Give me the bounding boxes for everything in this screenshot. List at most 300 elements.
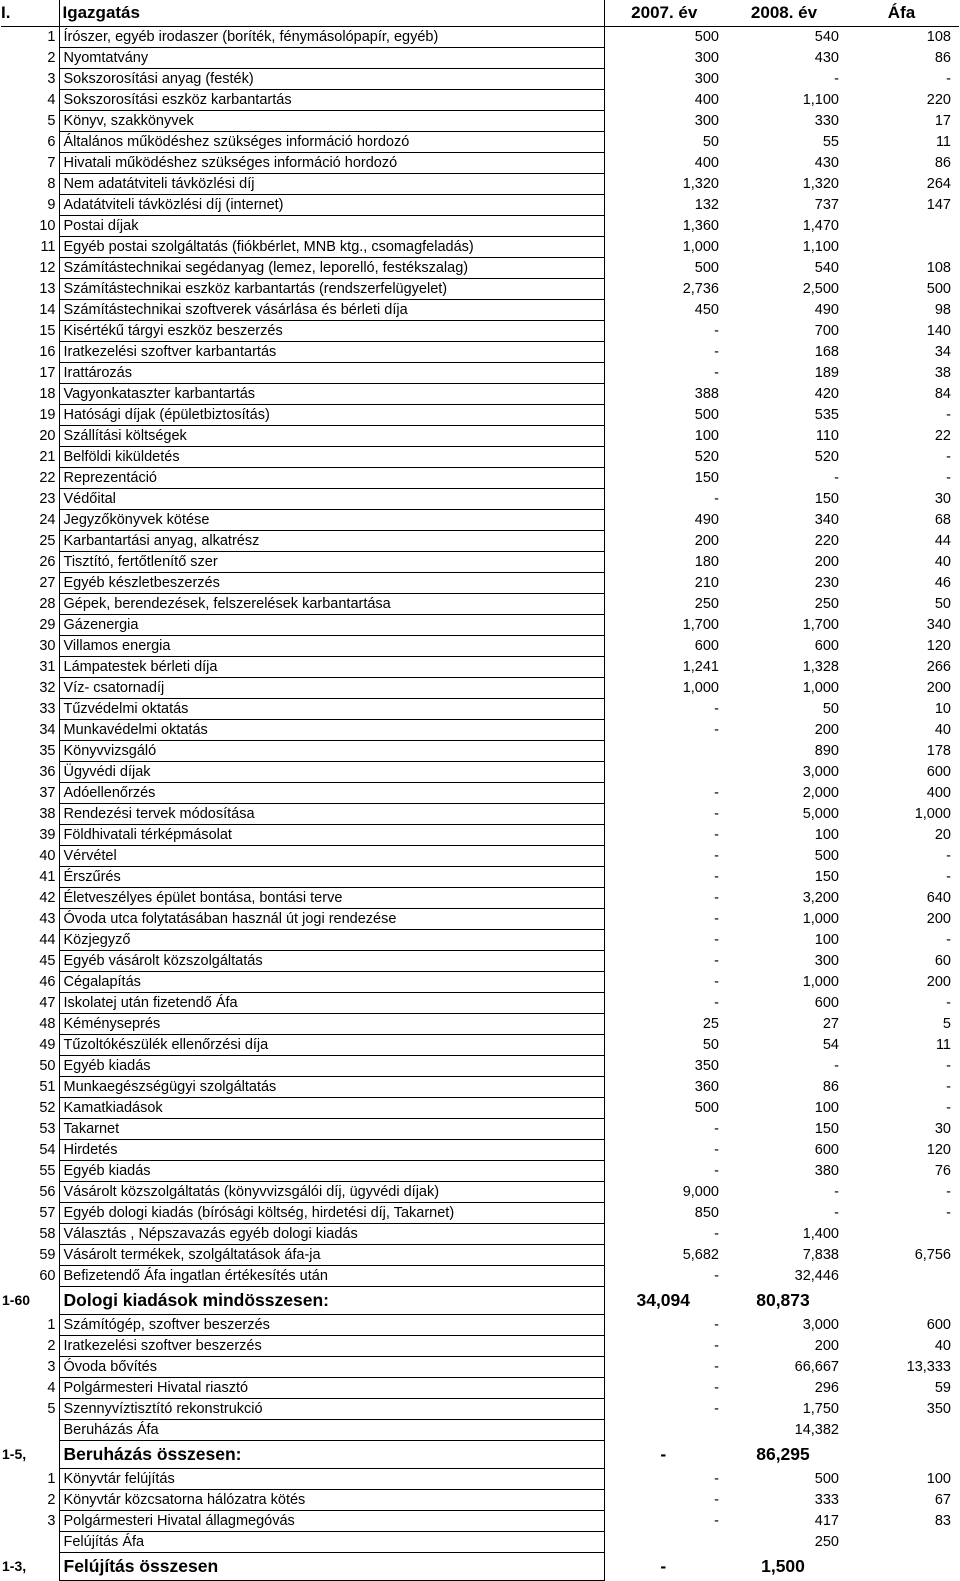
- item-name: Könyvtár felújítás: [59, 1469, 604, 1490]
- item-name: Hirdetés: [59, 1140, 604, 1161]
- row-number: 44: [39, 931, 56, 948]
- item-name: Beruházás összesen:: [59, 1441, 604, 1469]
- row-number: 1: [47, 28, 56, 45]
- value-2007: -: [714, 343, 719, 360]
- value-vat: 40: [934, 553, 951, 570]
- value-2008: 430: [814, 154, 839, 171]
- value-vat: -: [946, 931, 951, 948]
- value-2008: 200: [814, 721, 839, 738]
- value-vat: 30: [934, 1120, 951, 1137]
- value-vat: 100: [926, 1470, 951, 1487]
- value-2007: 2,736: [682, 280, 719, 297]
- row-number: 2: [47, 1491, 56, 1508]
- value-2008: 3,000: [802, 763, 839, 780]
- row-number: 36: [39, 763, 56, 780]
- total-row-felujitas: [1, 1553, 959, 1581]
- value-2007: -: [714, 1225, 719, 1242]
- item-name: Karbantartási anyag, alkatrész: [59, 531, 604, 552]
- item-name: Tűzvédelmi oktatás: [59, 699, 604, 720]
- item-name: Hatósági díjak (épületbiztosítás): [59, 405, 604, 426]
- item-name: Választás , Népszavazás egyéb dologi kiadás: [59, 1224, 604, 1245]
- row-number: 41: [39, 868, 56, 885]
- item-name: Nem adatátviteli távközlési díj: [59, 174, 604, 195]
- row-number: 4: [47, 1379, 56, 1396]
- value-2008: 430: [814, 49, 839, 66]
- row-number: 33: [39, 700, 56, 717]
- row-number: 10: [39, 217, 56, 234]
- row-number: 5: [47, 112, 56, 129]
- value-2008: 1,400: [802, 1225, 839, 1242]
- value-2007: -: [714, 1358, 719, 1375]
- row-number: 57: [39, 1204, 56, 1221]
- value-vat: 120: [926, 637, 951, 654]
- item-name: Gépek, berendezések, felszerelések karbantartása: [59, 594, 604, 615]
- row-number: 49: [39, 1036, 56, 1053]
- value-vat: -: [946, 1057, 951, 1074]
- table-row: [1, 153, 959, 174]
- table-row: [1, 1014, 959, 1035]
- value-2007: 5,682: [682, 1246, 719, 1263]
- value-2007: -: [714, 1491, 719, 1508]
- value-2007: 1,241: [682, 658, 719, 675]
- value-vat: 120: [926, 1141, 951, 1158]
- table-row: [1, 1266, 959, 1287]
- value-vat: -: [946, 70, 951, 87]
- row-number: 16: [39, 343, 56, 360]
- section-title: Igazgatás: [59, 0, 604, 27]
- item-name: Víz- csatornadíj: [59, 678, 604, 699]
- row-number: 32: [39, 679, 56, 696]
- value-2008: 540: [814, 259, 839, 276]
- value-vat: [844, 1553, 959, 1581]
- value-vat: 44: [934, 532, 951, 549]
- value-2007: -: [714, 1162, 719, 1179]
- value-2008: 2,000: [802, 784, 839, 801]
- row-number: [1, 1532, 59, 1553]
- table-row: [1, 363, 959, 384]
- value-2008: 100: [814, 1099, 839, 1116]
- item-name: Befizetendő Áfa ingatlan értékesítés után: [59, 1266, 604, 1287]
- table-row: [1, 258, 959, 279]
- row-number: 1: [47, 1316, 56, 1333]
- item-name: Egyéb kiadás: [59, 1161, 604, 1182]
- value-2007: -: [714, 1267, 719, 1284]
- row-number: 56: [39, 1183, 56, 1200]
- item-name: Polgármesteri Hivatal riasztó: [59, 1378, 604, 1399]
- item-name: Óvoda bővítés: [59, 1357, 604, 1378]
- row-number: 46: [39, 973, 56, 990]
- row-number: 1-3,: [2, 1558, 27, 1574]
- value-vat: 11: [935, 1036, 951, 1053]
- value-2008: 150: [814, 1120, 839, 1137]
- value-2008: 200: [814, 1337, 839, 1354]
- value-2007: -: [714, 784, 719, 801]
- item-name: Tűzoltókészülék ellenőrzési díja: [59, 1035, 604, 1056]
- value-2008: 1,000: [802, 973, 839, 990]
- value-vat: 200: [926, 910, 951, 927]
- table-row: [1, 384, 959, 405]
- value-2008: 700: [814, 322, 839, 339]
- table-row: [1, 1077, 959, 1098]
- item-name: Sokszorosítási eszköz karbantartás: [59, 90, 604, 111]
- row-number: 48: [39, 1015, 56, 1032]
- value-2008: -: [834, 469, 839, 486]
- item-name: Kisértékű tárgyi eszköz beszerzés: [59, 321, 604, 342]
- table-row: [1, 804, 959, 825]
- value-vat: -: [946, 847, 951, 864]
- value-2008: 1,100: [802, 91, 839, 108]
- item-name: Adóellenőrzés: [59, 783, 604, 804]
- value-2007: -: [714, 994, 719, 1011]
- table-row: [1, 1098, 959, 1119]
- table-row: [1, 489, 959, 510]
- row-number: 13: [39, 280, 56, 297]
- value-vat: -: [946, 868, 951, 885]
- item-name: Egyéb dologi kiadás (bírósági költség, hirdetési díj, Takarnet): [59, 1203, 604, 1224]
- table-row: [1, 531, 959, 552]
- value-vat: 147: [926, 196, 951, 213]
- row-number: 17: [39, 364, 56, 381]
- value-2007: -: [714, 847, 719, 864]
- value-vat: -: [946, 1183, 951, 1200]
- item-name: Könyvtár közcsatorna hálózatra kötés: [59, 1490, 604, 1511]
- value-vat: 20: [934, 826, 951, 843]
- value-2007: [604, 1532, 724, 1553]
- row-number: 7: [47, 154, 56, 171]
- value-2008: 1,470: [802, 217, 839, 234]
- table-row: [1, 90, 959, 111]
- value-2007: 388: [694, 385, 719, 402]
- value-vat: 30: [934, 490, 951, 507]
- item-name: Általános működéshez szükséges információ hordozó: [59, 132, 604, 153]
- value-vat: 86: [934, 154, 951, 171]
- value-2008: -: [834, 1204, 839, 1221]
- item-name: Felújítás Áfa: [59, 1532, 604, 1553]
- table-row: [1, 237, 959, 258]
- row-number: 55: [39, 1162, 56, 1179]
- row-number: 3: [47, 1358, 56, 1375]
- value-vat: -: [946, 1078, 951, 1095]
- value-2007: 300: [694, 49, 719, 66]
- value-2008: 250: [814, 595, 839, 612]
- item-name: Számítástechnikai szoftverek vásárlása és bérleti díja: [59, 300, 604, 321]
- value-vat: 67: [934, 1491, 951, 1508]
- row-number: 53: [39, 1120, 56, 1137]
- table-row: [1, 1378, 959, 1399]
- value-2007: 210: [694, 574, 719, 591]
- table-row: [1, 1245, 959, 1266]
- item-name: Számítástechnikai segédanyag (lemez, leporelló, festékszalag): [59, 258, 604, 279]
- value-vat: -: [946, 1099, 951, 1116]
- section-number: I.: [1, 0, 59, 27]
- item-name: Vásárolt közszolgáltatás (könyvvizsgálói díj, ügyvédi díjak): [59, 1182, 604, 1203]
- value-2008: 5,000: [802, 805, 839, 822]
- item-name: Szennyvíztisztító rekonstrukció: [59, 1399, 604, 1420]
- value-2008: 250: [814, 1533, 839, 1550]
- table-row: [1, 699, 959, 720]
- item-name: Iratkezelési szoftver beszerzés: [59, 1336, 604, 1357]
- value-2007: -: [714, 721, 719, 738]
- row-number: 50: [39, 1057, 56, 1074]
- item-name: Belföldi kiküldetés: [59, 447, 604, 468]
- item-name: Villamos energia: [59, 636, 604, 657]
- value-2008: 168: [814, 343, 839, 360]
- value-2007: 600: [694, 637, 719, 654]
- row-number: 8: [47, 175, 56, 192]
- value-vat: 22: [934, 427, 951, 444]
- item-name: Jegyzőkönyvek kötése: [59, 510, 604, 531]
- row-number: 24: [39, 511, 56, 528]
- table-row: [1, 468, 959, 489]
- value-vat: 640: [926, 889, 951, 906]
- table-row: [1, 1315, 959, 1336]
- item-name: Érszűrés: [59, 867, 604, 888]
- value-vat: 76: [934, 1162, 951, 1179]
- value-2007: -: [714, 322, 719, 339]
- value-2008: 600: [814, 994, 839, 1011]
- value-vat: 220: [926, 91, 951, 108]
- value-vat: [844, 1441, 959, 1469]
- value-2007: 1,000: [682, 238, 719, 255]
- item-name: Sokszorosítási anyag (festék): [59, 69, 604, 90]
- value-2008: 200: [814, 553, 839, 570]
- item-name: Tisztító, fertőtlenítő szer: [59, 552, 604, 573]
- value-2008: 1,000: [802, 910, 839, 927]
- value-2008: 380: [814, 1162, 839, 1179]
- item-name: Földhivatali térképmásolat: [59, 825, 604, 846]
- table-row: [1, 846, 959, 867]
- value-vat: [844, 1287, 959, 1315]
- value-2008: -: [834, 1183, 839, 1200]
- value-2007: 400: [694, 91, 719, 108]
- item-name: Polgármesteri Hivatal állagmegóvás: [59, 1511, 604, 1532]
- value-2008: 86: [822, 1078, 839, 1095]
- item-name: Ügyvédi díjak: [59, 762, 604, 783]
- value-2007: 400: [694, 154, 719, 171]
- item-name: Irattározás: [59, 363, 604, 384]
- table-row: [1, 447, 959, 468]
- value-vat: 34: [934, 343, 951, 360]
- row-number: 19: [39, 406, 56, 423]
- value-vat: [844, 1224, 959, 1245]
- row-number: 6: [47, 133, 56, 150]
- item-name: Kamatkiadások: [59, 1098, 604, 1119]
- value-vat: 46: [934, 574, 951, 591]
- value-vat: 6,756: [914, 1246, 951, 1263]
- value-2007: -: [714, 805, 719, 822]
- budget-table: [1, 0, 959, 1581]
- value-vat: -: [946, 994, 951, 1011]
- value-vat: [844, 237, 959, 258]
- value-2007: -: [714, 973, 719, 990]
- item-name: Iratkezelési szoftver karbantartás: [59, 342, 604, 363]
- value-vat: 10: [934, 700, 951, 717]
- value-vat: 86: [934, 49, 951, 66]
- value-2008: 66,667: [794, 1358, 839, 1375]
- value-2007: 1,320: [682, 175, 719, 192]
- value-2007: 50: [702, 133, 719, 150]
- value-2007: 500: [694, 406, 719, 423]
- table-row: [1, 741, 959, 762]
- value-2008: 330: [814, 112, 839, 129]
- table-row: [1, 867, 959, 888]
- value-vat: 13,333: [906, 1358, 951, 1375]
- row-number: 28: [39, 595, 56, 612]
- table-row: [1, 1532, 959, 1553]
- value-2008: 500: [814, 1470, 839, 1487]
- value-2008: 189: [814, 364, 839, 381]
- value-2008: 600: [814, 1141, 839, 1158]
- item-name: Vásárolt termékek, szolgáltatások áfa-ja: [59, 1245, 604, 1266]
- item-name: Kéményseprés: [59, 1014, 604, 1035]
- item-name: Takarnet: [59, 1119, 604, 1140]
- value-2008: 220: [814, 532, 839, 549]
- table-row: [1, 132, 959, 153]
- item-name: Óvoda utca folytatásában használ út jogi rendezése: [59, 909, 604, 930]
- value-2008: 500: [814, 847, 839, 864]
- table-row: [1, 657, 959, 678]
- value-vat: 140: [926, 322, 951, 339]
- value-vat: 200: [926, 973, 951, 990]
- value-2007: -: [714, 868, 719, 885]
- table-row: [1, 111, 959, 132]
- table-row: [1, 1224, 959, 1245]
- value-2007: -: [660, 1556, 667, 1576]
- value-vat: 108: [926, 28, 951, 45]
- item-name: Egyéb készletbeszerzés: [59, 573, 604, 594]
- column-header-2007: 2007. év: [604, 0, 724, 27]
- value-2008: 1,328: [802, 658, 839, 675]
- row-number: 15: [39, 322, 56, 339]
- value-vat: -: [946, 469, 951, 486]
- value-2007: 850: [694, 1204, 719, 1221]
- row-number: 37: [39, 784, 56, 801]
- table-row: [1, 1469, 959, 1490]
- table-row: [1, 426, 959, 447]
- table-row: [1, 909, 959, 930]
- item-name: Nyomtatvány: [59, 48, 604, 69]
- value-2007: 350: [694, 1057, 719, 1074]
- value-2007: 34,094: [636, 1290, 691, 1310]
- row-number: 59: [39, 1246, 56, 1263]
- table-row: [1, 1511, 959, 1532]
- value-2008: 340: [814, 511, 839, 528]
- table-row: [1, 636, 959, 657]
- item-name: Lámpatestek bérleti díja: [59, 657, 604, 678]
- table-row: [1, 678, 959, 699]
- value-vat: 59: [934, 1379, 951, 1396]
- value-2007: -: [714, 952, 719, 969]
- table-row: [1, 552, 959, 573]
- row-number: 35: [39, 742, 56, 759]
- column-header-vat: Áfa: [844, 0, 959, 27]
- row-number: 1: [47, 1470, 56, 1487]
- value-2008: 230: [814, 574, 839, 591]
- table-row: [1, 174, 959, 195]
- item-name: Dologi kiadások mindösszesen:: [59, 1287, 604, 1315]
- item-name: Számítástechnikai eszköz karbantartás (rendszerfelügyelet): [59, 279, 604, 300]
- item-name: Egyéb kiadás: [59, 1056, 604, 1077]
- item-name: Munkaegészségügyi szolgáltatás: [59, 1077, 604, 1098]
- value-vat: 17: [934, 112, 951, 129]
- value-vat: 500: [926, 280, 951, 297]
- value-2008: 50: [822, 700, 839, 717]
- value-2007: 1,700: [682, 616, 719, 633]
- table-row: [1, 720, 959, 741]
- value-2008: 100: [814, 931, 839, 948]
- row-number: 39: [39, 826, 56, 843]
- header-row: [1, 0, 959, 27]
- table-row: [1, 48, 959, 69]
- value-2007: -: [714, 910, 719, 927]
- value-vat: 40: [934, 1337, 951, 1354]
- value-2007: 200: [694, 532, 719, 549]
- row-number: 29: [39, 616, 56, 633]
- table-row: [1, 195, 959, 216]
- table-row: [1, 972, 959, 993]
- value-2008: 7,838: [802, 1246, 839, 1263]
- value-2008: 535: [814, 406, 839, 423]
- value-2007: -: [714, 1141, 719, 1158]
- row-number: 18: [39, 385, 56, 402]
- value-2008: -: [834, 1057, 839, 1074]
- value-vat: -: [946, 406, 951, 423]
- value-2008: 890: [814, 742, 839, 759]
- value-2007: -: [714, 889, 719, 906]
- row-number: 2: [47, 49, 56, 66]
- table-row: [1, 1182, 959, 1203]
- table-row: [1, 1161, 959, 1182]
- row-number: 45: [39, 952, 56, 969]
- table-row: [1, 762, 959, 783]
- item-name: Postai díjak: [59, 216, 604, 237]
- value-2008: 540: [814, 28, 839, 45]
- row-number: 38: [39, 805, 56, 822]
- value-2007: 1,360: [682, 217, 719, 234]
- value-vat: 264: [926, 175, 951, 192]
- value-2008: 1,320: [802, 175, 839, 192]
- row-number: 52: [39, 1099, 56, 1116]
- item-name: Iskolatej után fizetendő Áfa: [59, 993, 604, 1014]
- row-number: 5: [47, 1400, 56, 1417]
- value-2007: -: [660, 1444, 667, 1464]
- value-2007: 450: [694, 301, 719, 318]
- table-row: [1, 594, 959, 615]
- value-vat: 600: [926, 1316, 951, 1333]
- row-number: 34: [39, 721, 56, 738]
- value-2008: 150: [814, 868, 839, 885]
- value-2008: 300: [814, 952, 839, 969]
- value-2008: -: [834, 70, 839, 87]
- value-2007: 520: [694, 448, 719, 465]
- value-2008: 1,700: [802, 616, 839, 633]
- row-number: 60: [39, 1267, 56, 1284]
- row-number: 30: [39, 637, 56, 654]
- table-row: [1, 1035, 959, 1056]
- table-row: [1, 1119, 959, 1140]
- table-row: [1, 342, 959, 363]
- value-2007: -: [714, 931, 719, 948]
- table-row: [1, 1140, 959, 1161]
- row-number: 31: [39, 658, 56, 675]
- value-2007: 500: [694, 259, 719, 276]
- row-number: 20: [39, 427, 56, 444]
- row-number: 43: [39, 910, 56, 927]
- value-2008: 420: [814, 385, 839, 402]
- value-2007: 500: [694, 28, 719, 45]
- item-name: Vagyonkataszter karbantartás: [59, 384, 604, 405]
- row-number: 22: [39, 469, 56, 486]
